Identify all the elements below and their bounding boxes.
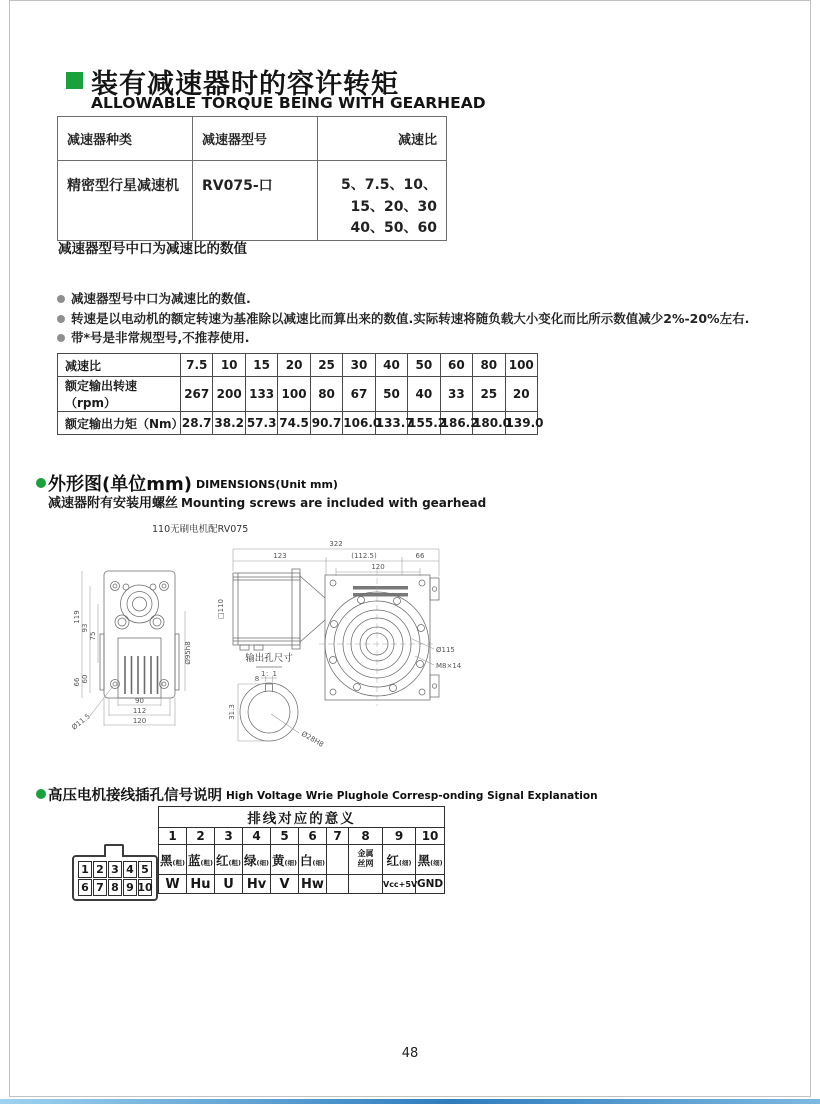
cell: 57.3 xyxy=(245,412,277,435)
wire-color: 红(细) xyxy=(383,845,416,875)
pin-number: 1 xyxy=(159,828,187,845)
gearhead-table-row xyxy=(58,161,447,241)
dim-120: 120 xyxy=(132,717,147,725)
notes-list xyxy=(57,291,777,350)
ratio-line-2: 40、50、60 xyxy=(350,220,437,237)
pin-number: 2 xyxy=(187,828,215,845)
ratio-line-1: 5、7.5、10、15、20、30 xyxy=(340,177,437,215)
cell: 25 xyxy=(310,354,342,377)
wire-color: 黑(细) xyxy=(416,845,445,875)
connector-pin: 2 xyxy=(93,861,107,878)
dim-119: 119 xyxy=(73,610,81,624)
bullet-icon xyxy=(57,295,65,303)
connector-pin-row xyxy=(75,861,155,878)
cell-gear-model: RV075-口 xyxy=(193,161,318,241)
signal-label xyxy=(349,875,383,894)
side-view xyxy=(217,540,462,706)
wiring-heading xyxy=(36,784,598,805)
connector-pin: 6 xyxy=(78,879,92,896)
section-marker-square xyxy=(66,72,83,89)
cell: 40 xyxy=(408,377,440,412)
ratio-performance-table xyxy=(57,353,544,435)
pin-number: 3 xyxy=(215,828,243,845)
col-gear-type: 减速器种类 xyxy=(58,117,193,161)
pin-number: 9 xyxy=(383,828,416,845)
note-item xyxy=(57,330,777,346)
note-item xyxy=(57,311,777,327)
page-title: 装有减速器时的容许转矩 xyxy=(91,69,399,100)
note-text: 减速器型号中口为减速比的数值. xyxy=(71,291,251,306)
dim-112: 112 xyxy=(132,707,147,715)
pin-number: 10 xyxy=(416,828,445,845)
bullet-icon xyxy=(57,334,65,342)
connector-pin-row xyxy=(75,879,155,896)
cell-gear-ratio xyxy=(318,161,447,241)
front-view xyxy=(70,571,192,732)
dim-bore: Ø95h8 xyxy=(184,641,192,665)
dim-flange: Ø115 xyxy=(436,646,455,654)
wire-color: 白(细) xyxy=(299,845,327,875)
pin-number: 6 xyxy=(299,828,327,845)
cell: 20 xyxy=(505,377,537,412)
cell: 100 xyxy=(505,354,537,377)
cell: 60 xyxy=(440,354,472,377)
cell: 180.0 xyxy=(473,412,505,435)
output-hole-scale: 1：1 xyxy=(261,670,277,678)
dimensions-title-en: DIMENSIONS(Unit mm) xyxy=(195,477,338,491)
dimension-drawing xyxy=(70,516,480,768)
cell: 67 xyxy=(343,377,375,412)
cell: 38.2 xyxy=(213,412,245,435)
connector-pin: 10 xyxy=(137,880,153,894)
wiring-title-en: High Voltage Wrie Plughole Corresp-onding Signal Explanation xyxy=(226,790,598,802)
cell: 90.7 xyxy=(310,412,342,435)
connector-pin: 1 xyxy=(78,861,92,878)
cell: 80 xyxy=(310,377,342,412)
pin-number: 7 xyxy=(327,828,349,845)
wire-color: 红(粗) xyxy=(215,845,243,875)
dim-key-width: 8 xyxy=(254,675,260,683)
dim-66: 66 xyxy=(73,677,81,687)
dim-75: 75 xyxy=(89,631,97,641)
col-gear-ratio: 减速比 xyxy=(318,117,447,161)
dim-screw: M8×14 xyxy=(436,662,462,670)
cell: 10 xyxy=(213,354,245,377)
wiring-color-row xyxy=(159,845,445,875)
wiring-table-title-row xyxy=(159,807,445,828)
output-hole-title: 输出孔尺寸 xyxy=(245,653,293,664)
cell: 28.7 xyxy=(181,412,213,435)
cell: 133 xyxy=(245,377,277,412)
wiring-signal-row xyxy=(159,875,445,894)
cell: 139.0 xyxy=(505,412,537,435)
connector-plug-icon xyxy=(72,855,158,901)
dim-93: 93 xyxy=(81,623,89,633)
wiring-pin-row xyxy=(159,828,445,845)
signal-label xyxy=(327,875,349,894)
gearhead-table-header xyxy=(58,117,447,161)
gearhead-table-note: 减速器型号中口为减速比的数值 xyxy=(58,241,247,257)
page-subtitle: ALLOWABLE TORQUE BEING WITH GEARHEAD xyxy=(91,94,486,112)
cell: 106.0 xyxy=(343,412,375,435)
wiring-table xyxy=(158,806,445,894)
dim-mid: (112.5) xyxy=(351,552,377,560)
green-dot-icon xyxy=(36,789,46,799)
dimensions-subtitle xyxy=(48,492,486,511)
connector-pin: 5 xyxy=(138,861,152,878)
wiring-title-cn: 高压电机接线插孔信号说明 xyxy=(48,788,222,804)
connector-pin: 8 xyxy=(108,879,122,896)
wire-color: 绿(细) xyxy=(243,845,271,875)
signal-label: Hw xyxy=(299,875,327,894)
green-dot-icon xyxy=(36,478,46,488)
dim-total: 322 xyxy=(329,540,343,548)
cell: 40 xyxy=(375,354,407,377)
cell: 267 xyxy=(181,377,213,412)
cell: 7.5 xyxy=(181,354,213,377)
footer-accent-bar xyxy=(0,1099,820,1104)
gearhead-table xyxy=(57,116,447,241)
dim-90: 90 xyxy=(135,697,144,705)
dimensions-sub-cn: 减速器附有安装用螺丝 xyxy=(48,496,179,511)
output-hole-detail xyxy=(228,652,325,749)
connector-pin: 9 xyxy=(123,879,137,896)
dimensions-title-cn: 外形图(单位mm) xyxy=(48,474,192,495)
note-text: 转速是以电动机的额定转速为基准除以减速比而算出来的数值.实际转速将随负载大小变化而比所示数值减少2%-20%左右. xyxy=(71,310,750,326)
signal-label: W xyxy=(159,875,187,894)
cell: 20 xyxy=(278,354,310,377)
connector-pin: 7 xyxy=(93,879,107,896)
table-row xyxy=(58,354,538,377)
connector-pin: 4 xyxy=(123,861,137,878)
cell: 30 xyxy=(343,354,375,377)
row-label: 额定输出力矩（Nm） xyxy=(58,412,181,435)
signal-label: Hv xyxy=(243,875,271,894)
wire-color: 蓝(粗) xyxy=(187,845,215,875)
col-gear-model: 减速器型号 xyxy=(193,117,318,161)
dim-motor-len: 123 xyxy=(273,552,287,560)
dim-motor-size: □110 xyxy=(217,599,225,619)
dim-depth: 31.3 xyxy=(228,704,236,720)
wire-color: 金属丝网 xyxy=(349,845,383,875)
cell: 186.2 xyxy=(440,412,472,435)
cell: 155.2 xyxy=(408,412,440,435)
connector-tab xyxy=(104,844,124,857)
table-row xyxy=(58,377,538,412)
dimensions-sub-en: Mounting screws are included with gearhead xyxy=(181,496,487,510)
dim-inner: 120 xyxy=(371,563,385,571)
row-label: 减速比 xyxy=(58,354,181,377)
drawing-title: 110无刷电机配RV075 xyxy=(152,524,249,535)
cell: 50 xyxy=(408,354,440,377)
wire-color: 黄(细) xyxy=(271,845,299,875)
pin-number: 4 xyxy=(243,828,271,845)
cell: 50 xyxy=(375,377,407,412)
pin-number: 5 xyxy=(271,828,299,845)
bullet-icon xyxy=(57,315,65,323)
signal-label: V xyxy=(271,875,299,894)
wire-color xyxy=(327,845,349,875)
cell: 133.7 xyxy=(375,412,407,435)
table-row xyxy=(58,412,538,435)
note-text: 带*号是非常规型号,不推荐使用. xyxy=(71,330,250,346)
signal-label: Vcc+5V xyxy=(383,875,416,894)
signal-label: U xyxy=(215,875,243,894)
cell: 74.5 xyxy=(278,412,310,435)
dim-60: 60 xyxy=(81,674,89,684)
dim-right: 66 xyxy=(415,552,425,560)
cell-gear-type: 精密型行星减速机 xyxy=(58,161,193,241)
note-item xyxy=(57,291,777,307)
row-label: 额定输出转速（rpm） xyxy=(58,377,181,412)
signal-label: GND xyxy=(416,875,445,894)
wiring-table-title: 排线对应的意义 xyxy=(159,807,445,828)
wire-color: 黑(粗) xyxy=(159,845,187,875)
cell: 33 xyxy=(440,377,472,412)
cell: 25 xyxy=(473,377,505,412)
connector-pin: 3 xyxy=(108,861,122,878)
cell: 100 xyxy=(278,377,310,412)
signal-label: Hu xyxy=(187,875,215,894)
page-number: 48 xyxy=(401,1046,419,1061)
dim-output-bore: Ø28H8 xyxy=(300,729,325,749)
cell: 15 xyxy=(245,354,277,377)
dim-hole: Ø11.5 xyxy=(70,712,92,732)
cell: 200 xyxy=(213,377,245,412)
pin-number: 8 xyxy=(349,828,383,845)
cell: 80 xyxy=(473,354,505,377)
